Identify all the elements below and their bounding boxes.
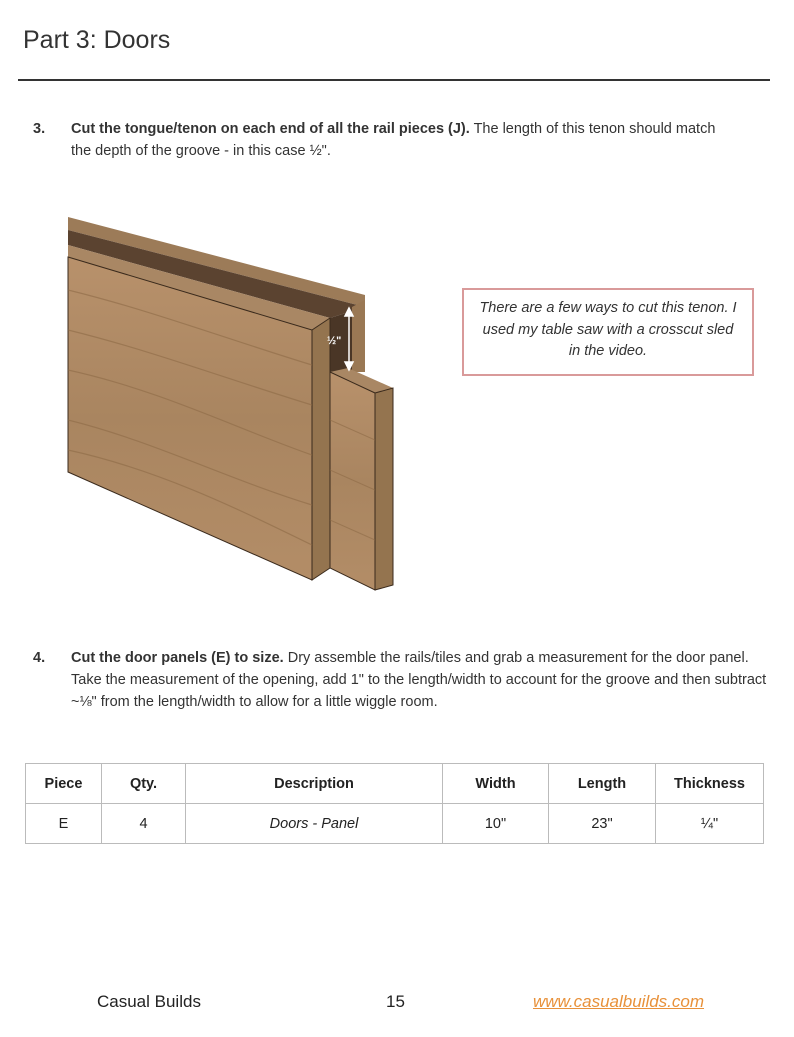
tenon-side [375, 388, 393, 590]
footer-brand: Casual Builds [97, 992, 201, 1011]
website-link[interactable]: www.casualbuilds.com [533, 992, 705, 1011]
header-thickness: Thickness [656, 764, 764, 804]
tenon-face [330, 372, 375, 590]
page-title: Part 3: Doors [23, 26, 171, 54]
step-number: 3. [33, 121, 46, 137]
cut-list-table [25, 763, 764, 844]
header-piece: Piece [26, 764, 102, 804]
header-qty: Qty. [102, 764, 186, 804]
table-row [26, 804, 764, 844]
dimension-label: ½" [327, 335, 342, 347]
page-number: 15 [386, 992, 405, 1011]
tip-callout: There are a few ways to cut this tenon. I used my table saw with a crosscut sled in the video. [462, 288, 754, 376]
step-number: 4. [33, 650, 46, 666]
cell-length: 23" [549, 804, 656, 844]
cell-qty: 4 [102, 804, 186, 844]
cell-description: Doors - Panel [186, 804, 443, 844]
table-header-row [26, 764, 764, 804]
cell-thickness: ¼" [656, 804, 764, 844]
header-description: Description [186, 764, 443, 804]
cell-piece: E [26, 804, 102, 844]
step-text: The length of this tenon should match the depth of the groove - in this case ½". [71, 121, 716, 159]
step-heading: Cut the tongue/tenon on each end of all the rail pieces (J). [71, 121, 470, 137]
step-4 [33, 647, 773, 713]
step-heading: Cut the door panels (E) to size. [71, 650, 284, 666]
header-width: Width [443, 764, 549, 804]
step-text: Dry assemble the rails/tiles and grab a measurement for the door panel. Take the measurement of the opening, add 1" to the length/width to account for the groove and then subtract ~⅛" from the length/width to allow for a little wiggle room. [71, 650, 767, 710]
header-length: Length [549, 764, 656, 804]
panel-side [312, 318, 330, 580]
cell-width: 10" [443, 804, 549, 844]
